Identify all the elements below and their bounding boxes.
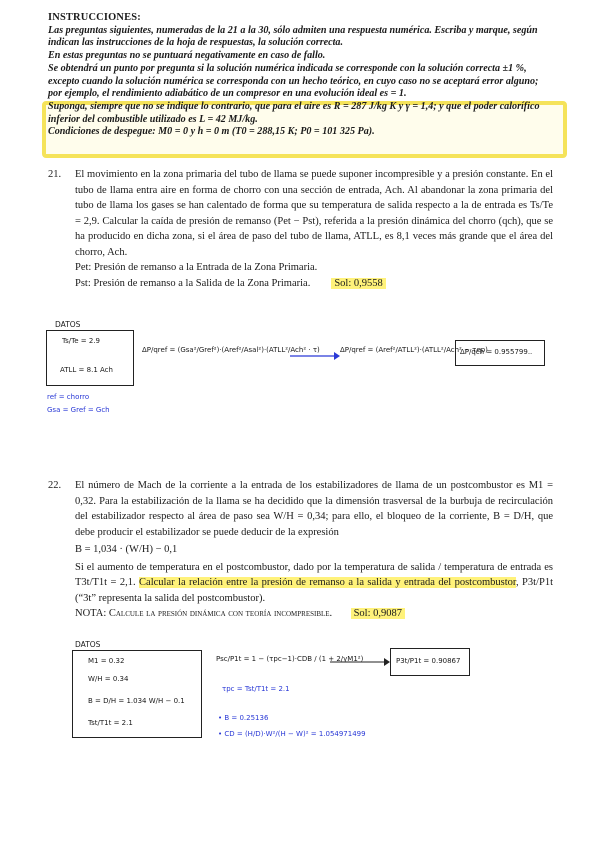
problem-22-solution: Sol: 0,9087 — [351, 608, 405, 619]
notes-22-b: B = D/H = 1.034 W/H − 0.1 — [88, 697, 185, 705]
problem-21-solution: Sol: 0,9558 — [331, 278, 385, 289]
instructions-rule-5: Condiciones de despegue: M0 = 0 y h = 0 m (T0 = 288,15 K; P0 = 101 325 Pa). — [48, 126, 375, 138]
problem-21-def-2: Pst: Presión de remanso a la Salida de la Zona Primaria. Sol: 0,9558 — [75, 276, 553, 292]
notes-22-cd: • CD = (H/D)·W²/(H − W)² = 1.054971499 — [218, 730, 366, 738]
notes-22-datos-label: DATOS — [75, 640, 101, 649]
notes-21-datos-label: DATOS — [55, 320, 81, 329]
instructions-rule-1: Las preguntas siguientes, numeradas de la 21 a la 30, sólo admiten una respuesta numérica. Escriba y marque, según indican las instrucciones de la hoja de respuestas, la solución correcta. — [48, 24, 538, 49]
notes-22-cpc: τpc = Tst/T1t = 2.1 — [222, 685, 290, 693]
problem-22-number: 22. — [48, 480, 62, 491]
notes-21-ref: ref = chorro — [47, 393, 90, 401]
notes-21-area: ATLL = 8.1 Ach — [60, 366, 113, 374]
problem-22-formula: B = 1,034 · (W/H) − 0,1 — [75, 544, 178, 555]
notes-22-result: P3t/P1t = 0.90867 — [396, 657, 461, 665]
instructions-rule-2: En estas preguntas no se puntuará negativamente en caso de fallo. — [48, 50, 326, 62]
notes-21-arrow — [290, 352, 340, 360]
notes-21-result: ΔP/qch = 0.955799.. — [460, 348, 533, 356]
notes-22-t: Tst/T1t = 2.1 — [88, 719, 133, 727]
notes-22-mach: M1 = 0.32 — [88, 657, 125, 665]
notes-22-bval: • B = 0.25136 — [218, 714, 269, 722]
problem-22-highlight: Calcular la relación entre la presión de remanso a la salida y entrada del postcombustor — [139, 577, 516, 588]
notes-21-g: Gsa = Gref = Gch — [47, 406, 110, 414]
notes-21-eq1: ΔP/qref = (Gsa²/Gref²)·(Aref²/Asal²)·(ATLL²/Ach² · τ) — [142, 346, 320, 354]
problem-21-statement: El movimiento en la zona primaria del tubo de llama se puede suponer incompresible y a presión constante. En el tubo de llama entra aire en forma de chorro con una sección de entrada, Ach. Al abandonar la zona primaria del tubo de llama los gases se han calentado de forma que su temperatura de salida respecto a la de entrada es Ts/Te = 2,9. Calcular la caída de presión de remanso (Pet − Pst), referida a la presión dinámica del chorro (qch), que se ha producido en dicha zona, si el área de paso del tubo de llama, ATLL, es 8,1 veces más grande que el área del chorro, Ach. — [75, 169, 553, 258]
notes-22-eq1: Psc/P1t = 1 − (τpc−1)·CDB / (1 + 2/γM1²) — [216, 655, 364, 663]
problem-21-number: 21. — [48, 169, 62, 180]
instructions-rule-3: Se obtendrá un punto por pregunta si la solución numérica indicada se corresponde con la solución correcta ±1 %, excepto cuando la solución numérica se corresponda con un hecho teórico, en cuyo caso no se aceptará error alguno; por ejemplo, el rendimiento adiabático de un compresor en una evolución ideal es = 1. — [48, 62, 539, 100]
problem-22-statement: El número de Mach de la corriente a la entrada de los estabilizadores de llama de un postcombustor es M1 = 0,32. Para la estabilización de la llama se ha decidido que la dimensión trasversal de la burbuja de recirculación del estabilizador respecto al área de paso sea W/H = 0,34; para ello, el bloqueo de la corriente, B = D/H, que debe producir el estabilizador se puede deducir de la expresión — [75, 480, 553, 538]
instructions-title: INSTRUCCIONES: — [48, 12, 141, 23]
notes-21-eq2: ΔP/qref = (Aref²/ATLL²)·(ATLL²/Ach² − τep) — [340, 346, 488, 354]
notes-22-arrow — [330, 658, 390, 666]
problem-22-note: NOTA: Calcule la presión dinámica con teoría incompresible. Sol: 0,9087 — [75, 606, 553, 622]
problem-22-question: Si el aumento de temperatura en el postcombustor, dado por la temperatura de salida / temperatura de entrada es T3t/T1t = 2,1. Calcular la relación entre la presión de remanso a la salida y entrada del postcombustor, P3t/P1t (“3t” representa la salida del postcombustor). — [75, 561, 553, 604]
notes-21-ratio: Ts/Te = 2.9 — [62, 337, 100, 345]
instructions-block — [48, 12, 553, 139]
instructions-rule-4: Suponga, siempre que no se indique lo contrario, que para el aire es R = 287 J/kg K y γ = 1,4; y que el poder calorífico inferior del combustible utilizado es L = 42 MJ/kg. — [48, 100, 540, 125]
notes-22-wh: W/H = 0.34 — [88, 675, 129, 683]
problem-21-def-1: Pet: Presión de remanso a la Entrada de la Zona Primaria. — [75, 262, 318, 273]
